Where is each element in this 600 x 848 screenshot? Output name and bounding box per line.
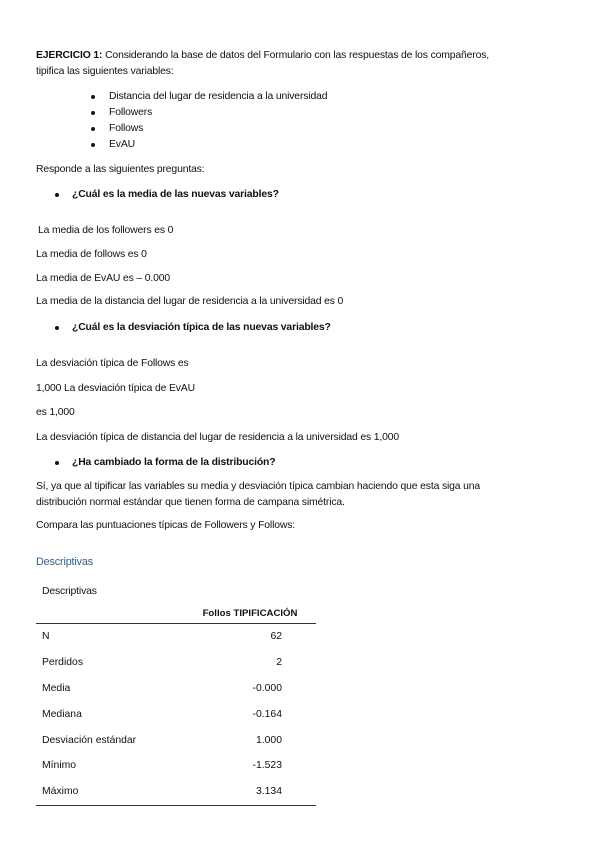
answer-2-line: La desviación típica de distancia del lugar de residencia a la universidad es 1,000 bbox=[36, 432, 400, 443]
question-2: ¿Cuál es la desviación típica de las nuevas variables? bbox=[72, 322, 331, 333]
row-label: Perdidos bbox=[42, 657, 84, 669]
table-row bbox=[36, 779, 316, 805]
table-title: Descriptivas bbox=[42, 586, 97, 597]
row-value: 3.134 bbox=[184, 779, 316, 805]
descriptives-table bbox=[36, 603, 316, 806]
answer-1-line: La media de los followers es 0 bbox=[38, 225, 174, 236]
row-value: -0.164 bbox=[252, 708, 282, 720]
table-row bbox=[36, 676, 316, 702]
row-value: -1.523 bbox=[252, 760, 282, 772]
row-label: Mediana bbox=[42, 708, 82, 720]
row-label: Desviación estándar bbox=[42, 734, 137, 746]
table-row bbox=[36, 727, 316, 753]
answer-2-line: La desviación típica de Follows es bbox=[36, 358, 189, 369]
row-value: 1.000 bbox=[255, 734, 282, 746]
row-label: Mínimo bbox=[42, 760, 77, 772]
answer-3-line1: Sí, ya que al tipificar las variables su media y desviación típica cambian haciendo que esta siga una bbox=[36, 481, 481, 492]
row-label: Media bbox=[42, 682, 71, 694]
exercise-intro-text: Considerando la base de datos del Formulario con las respuestas de los compañeros, bbox=[102, 50, 490, 61]
table-row bbox=[36, 650, 316, 676]
exercise-intro-line1 bbox=[36, 49, 489, 62]
bullet-icon bbox=[91, 95, 95, 99]
answer-2-line: 1,000 La desviación típica de EvAU bbox=[36, 383, 195, 394]
row-value: 62 bbox=[270, 631, 282, 643]
bullet-icon bbox=[55, 326, 59, 330]
table-row bbox=[36, 753, 316, 779]
bullet-icon bbox=[55, 461, 59, 465]
table-row bbox=[36, 624, 316, 650]
row-label: N bbox=[42, 631, 50, 643]
variable-item: EvAU bbox=[109, 139, 135, 150]
row-value: 2 bbox=[276, 657, 282, 669]
table-header-row bbox=[36, 603, 316, 624]
answer-1-line: La media de la distancia del lugar de residencia a la universidad es 0 bbox=[36, 296, 344, 307]
row-label: Máximo bbox=[36, 779, 184, 805]
question-1: ¿Cuál es la media de las nuevas variables? bbox=[72, 189, 279, 200]
respond-instruction: Responde a las siguientes preguntas: bbox=[36, 164, 205, 175]
exercise-intro-line2: tipifica las siguientes variables: bbox=[36, 66, 174, 77]
bullet-icon bbox=[55, 193, 59, 197]
answer-3-line2: distribución normal estándar que tienen forma de campana simétrica. bbox=[36, 497, 345, 508]
bullet-icon bbox=[91, 111, 95, 115]
variable-item: Distancia del lugar de residencia a la universidad bbox=[109, 91, 328, 102]
column-header: Follos TIPIFICACIÓN bbox=[184, 603, 316, 624]
row-value: -0.000 bbox=[252, 682, 282, 694]
variable-item: Followers bbox=[109, 107, 153, 118]
section-title: Descriptivas bbox=[36, 556, 93, 568]
answer-2-line: es 1,000 bbox=[36, 407, 75, 418]
bullet-icon bbox=[91, 127, 95, 131]
compare-instruction: Compara las puntuaciones típicas de Followers y Follows: bbox=[36, 520, 295, 531]
answer-1-line: La media de EvAU es – 0.000 bbox=[36, 273, 171, 284]
table-row bbox=[36, 701, 316, 727]
bullet-icon bbox=[91, 143, 95, 147]
header-empty-cell bbox=[36, 603, 184, 624]
variable-item: Follows bbox=[109, 123, 144, 134]
exercise-label: EJERCICIO 1: bbox=[36, 50, 103, 61]
question-3: ¿Ha cambiado la forma de la distribución? bbox=[72, 457, 276, 468]
answer-1-line: La media de follows es 0 bbox=[36, 249, 147, 260]
